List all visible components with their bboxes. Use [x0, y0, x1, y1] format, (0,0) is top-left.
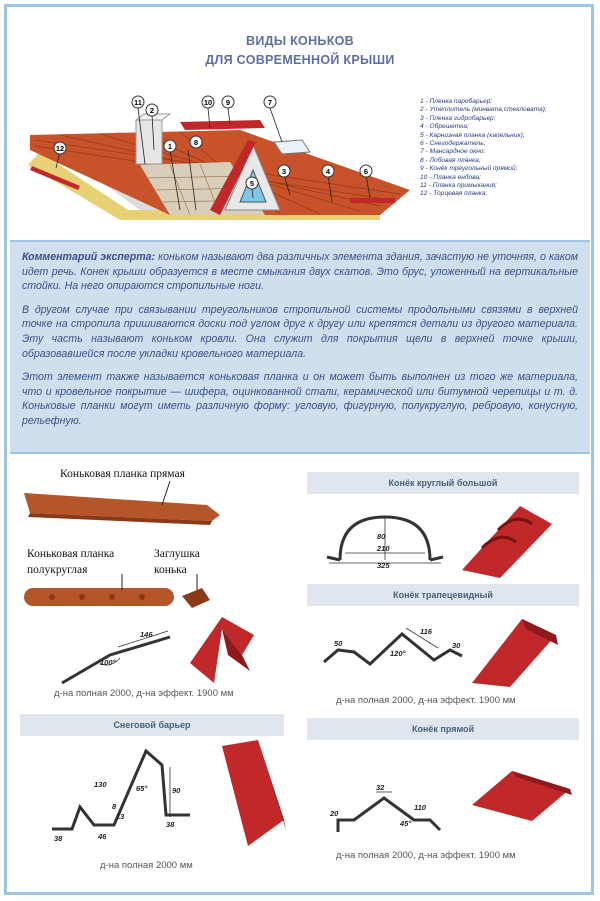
- comment-paragraph-3: Этот элемент также называется коньковая планка и он может быть выполнен из того же материала, что и кровельное покрытие — шифера, оцинкованной стали, керамической или битумной черепицы и т. д. Коньковые планки могут иметь различную форму: угловую, фигурную, полукруглую, ребровую, конусную, рельефную.: [22, 371, 578, 427]
- dim-20: 20: [330, 809, 339, 818]
- marker-1: 1: [167, 142, 173, 151]
- roof-legend: [420, 98, 595, 199]
- round-big-drawing: [325, 505, 445, 570]
- legend-item: 1 - Пленка паробарьер;: [420, 98, 493, 105]
- marker-11: 11: [134, 98, 142, 107]
- marker-8: 8: [193, 138, 199, 147]
- straight-plank-image: [22, 485, 222, 535]
- comment-p1-text: коньком называют два различных элемента здания, зачастую не уточняя, о каком идет речь. Конек крыши образуется в месте смыкания двух скатов. Это брус, уложенный на вертикальные стойки. На него опираются стропильные ноги.: [22, 251, 578, 293]
- legend-item: 12 - Торцевая планка;: [420, 190, 488, 198]
- trapezoid-length-note: д-на полная 2000, д-на эффект. 1900 мм: [336, 695, 516, 706]
- snow-barrier-drawing: [50, 745, 200, 845]
- legend-item: 10 - Планка ендова;: [420, 173, 482, 181]
- dim-46: 46: [98, 832, 107, 841]
- page-title-line2: ДЛЯ СОВРЕМЕННОЙ КРЫШИ: [205, 53, 395, 67]
- roof-diagram: [20, 90, 420, 235]
- dim-325: 325: [377, 561, 390, 570]
- dim-130: 130: [94, 780, 107, 789]
- dim-32: 32: [376, 783, 385, 792]
- trapezoid-drawing: [322, 620, 472, 680]
- straight-ridge-image: [470, 765, 575, 825]
- snow-barrier-title: Снеговой барьер: [20, 714, 284, 736]
- legend-item: 3 - Пленка гидробарьер;: [420, 114, 496, 122]
- cap-label-2: конька: [154, 564, 187, 576]
- dim-13: 13: [116, 812, 125, 821]
- trapezoid-title: Конёк трапецевидный: [307, 584, 579, 606]
- snow-length-note: д-на полная 2000 мм: [100, 860, 193, 871]
- legend-item: 8 - Лобовая планка;: [420, 156, 481, 164]
- straight-ridge-title: Конёк прямой: [307, 718, 579, 740]
- comment-paragraph-1: [22, 250, 578, 294]
- comment-paragraph-2: В другом случае при связывании треугольников стропильной системы продольными связями в верхней точке на стропила пришиваются доски под углом друг к другу или крепятся детали из другого материала. Эту часть называют коньком кровли. Она служит для покрытия щели в верхней точке крыши, образовавшейся после укладки кровельного материала.: [22, 303, 578, 360]
- round-big-title: Конёк круглый большой: [307, 472, 579, 494]
- dim-100deg: 100°: [100, 658, 116, 667]
- dim-65deg: 65°: [136, 784, 148, 793]
- dim-50: 50: [334, 639, 343, 648]
- angle-length-note: д-на полная 2000, д-на эффект. 1900 мм: [54, 688, 234, 699]
- straight-plank-label: Коньковая планка прямая: [60, 468, 185, 480]
- ridge-strip: [180, 120, 265, 130]
- marker-2: 2: [149, 106, 155, 115]
- straight-length-note: д-на полная 2000, д-на эффект. 1900 мм: [336, 850, 516, 861]
- legend-item: 4 - Обрешетка;: [420, 123, 469, 131]
- legend-item: 5 - Карнизная планка (капельник);: [420, 131, 525, 139]
- marker-9: 9: [225, 98, 231, 107]
- half-round-label-1: Коньковая планка: [27, 548, 115, 560]
- dim-90: 90: [172, 786, 181, 795]
- marker-12: 12: [55, 144, 65, 153]
- dim-116: 116: [420, 627, 432, 636]
- angle-ridge-drawing: [60, 625, 180, 685]
- marker-10: 10: [203, 98, 213, 107]
- chimney: [136, 120, 162, 164]
- angle-ridge-image: [188, 615, 258, 685]
- marker-5: 5: [249, 179, 255, 188]
- dim-146: 146: [140, 630, 153, 639]
- round-big-image: [460, 500, 555, 580]
- dim-38b: 38: [166, 820, 175, 829]
- snow-barrier-image: [218, 738, 288, 848]
- expert-comment: [10, 240, 590, 454]
- dim-8: 8: [112, 802, 117, 811]
- dim-210: 210: [377, 544, 390, 553]
- comment-lead: Комментарий эксперта:: [22, 251, 156, 263]
- legend-item: 6 - Снегодержатель;: [420, 140, 486, 148]
- snow-holder: [350, 198, 395, 203]
- dim-80: 80: [377, 532, 386, 541]
- cap-label-1: Заглушка: [154, 548, 200, 560]
- trapezoid-image: [470, 615, 560, 690]
- legend-item: 9 - Конёк треугольный прямой;: [420, 165, 518, 173]
- half-round-plank-image: [22, 580, 222, 615]
- dim-45deg: 45°: [400, 819, 412, 828]
- straight-ridge-drawing: [330, 783, 450, 843]
- half-round-label-2: полукруглая: [27, 564, 88, 576]
- marker-6: 6: [363, 167, 369, 176]
- legend-item: 7 - Мансардное окно;: [420, 148, 486, 156]
- page-title-line1: ВИДЫ КОНЬКОВ: [246, 34, 354, 48]
- dim-110: 110: [414, 803, 426, 812]
- legend-item: 2 - Утеплитель (минвата,стекловата);: [420, 106, 547, 114]
- marker-4: 4: [325, 167, 331, 176]
- marker-3: 3: [281, 167, 287, 176]
- marker-7: 7: [267, 98, 273, 107]
- dim-30: 30: [452, 641, 461, 650]
- dim-38a: 38: [54, 834, 63, 843]
- legend-item: 11 - Планка примыкания;: [420, 182, 497, 190]
- dim-120deg: 120°: [390, 649, 406, 658]
